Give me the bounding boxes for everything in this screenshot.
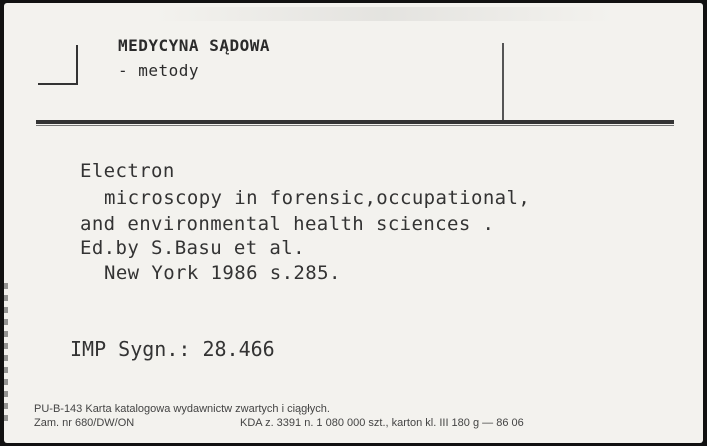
catalog-card [4,3,703,443]
footer-order-number: Zam. nr 680/DW/ON [34,417,135,429]
header-divider [502,43,504,121]
record-line-4: Ed.by S.Basu et al. [80,237,305,259]
footer-form-line: PU-B-143 Karta katalogowa wydawnictw zwartych i ciągłych. [34,403,330,415]
record-line-3: and environmental health sciences . [80,213,495,235]
subject-heading: MEDYCYNA SĄDOWA [118,36,270,55]
header-rule-thin [36,125,674,126]
corner-mark-vertical [76,45,78,85]
header-rule [36,120,674,124]
record-line-5: New York 1986 s.285. [104,262,341,284]
faint-bleed-through [154,7,614,21]
call-number: IMP Sygn.: 28.466 [70,337,275,361]
corner-mark-horizontal [38,83,78,85]
record-line-1: Electron [80,160,175,182]
record-line-2: microscopy in forensic,occupational, [104,187,531,209]
edge-stamp-mark [4,283,8,423]
subject-subdivision: - metody [118,61,200,80]
footer-print-info: KDA z. 3391 n. 1 080 000 szt., karton kl. III 180 g — 86 06 [240,417,524,429]
